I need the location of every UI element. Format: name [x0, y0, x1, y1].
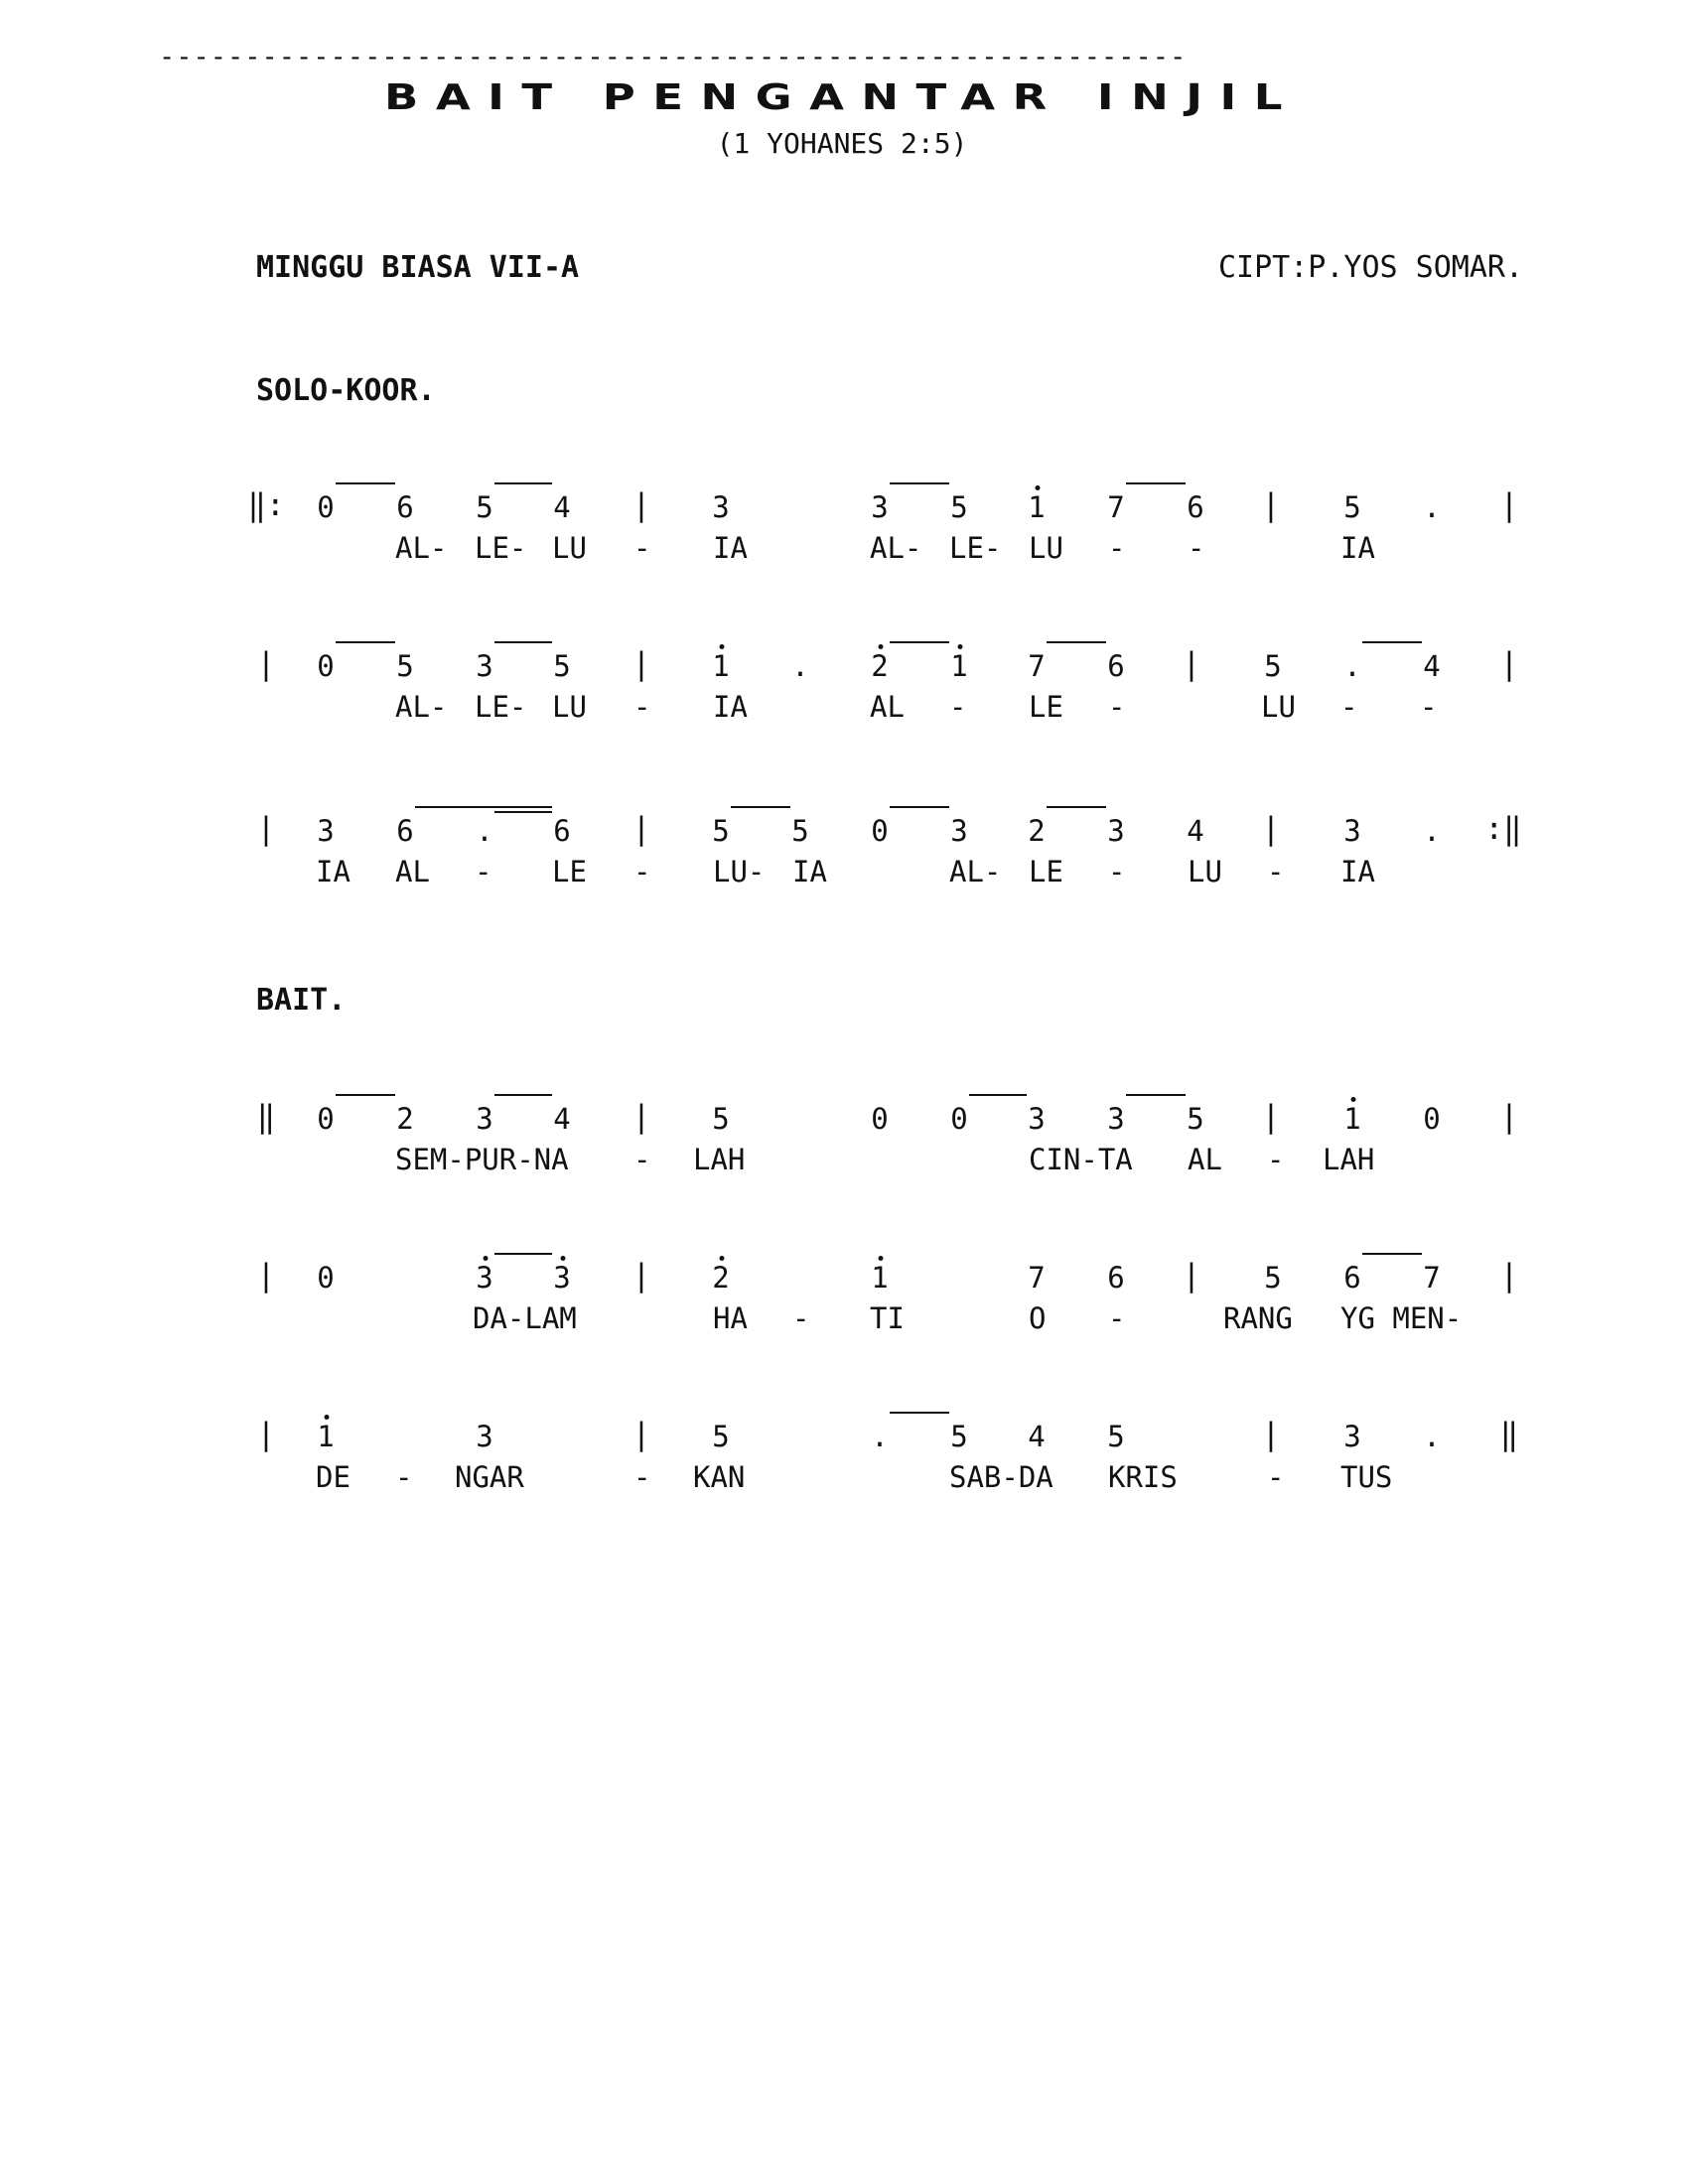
note: 4 [1423, 649, 1441, 683]
barline: | [1261, 811, 1281, 847]
lyric-syllable: - [1108, 690, 1126, 724]
note: 0 [1423, 1102, 1441, 1136]
octave-dot [484, 1256, 489, 1261]
lyric-syllable: IA [713, 690, 748, 724]
occasion-label: MINGGU BIASA VII-A [256, 250, 580, 285]
lyric-syllable: KRIS [1108, 1460, 1178, 1494]
note: 4 [1028, 1420, 1046, 1453]
lyric-syllable: AL [395, 855, 430, 888]
beam-line [415, 806, 552, 808]
barline: | [632, 646, 651, 682]
note: 5 [1264, 649, 1282, 683]
lyric-syllable: KAN [693, 1460, 746, 1494]
beam-line [890, 806, 949, 808]
barline: | [256, 646, 276, 682]
lyric-syllable: LU [552, 690, 587, 724]
beam-line [890, 1412, 949, 1414]
barline: | [1499, 1258, 1519, 1294]
lyric-syllable: - [633, 690, 651, 724]
note: 2 [712, 1261, 730, 1295]
note: 4 [553, 490, 571, 524]
header-rule: ------------------------------------------------------------ [159, 42, 1188, 72]
note: 5 [1264, 1261, 1282, 1295]
lyric-syllable: LE [1029, 690, 1063, 724]
lyric-syllable: YG MEN- [1340, 1301, 1463, 1335]
note: 1 [871, 1261, 889, 1295]
lyric-syllable: LU [552, 531, 587, 565]
octave-dot [879, 1256, 884, 1261]
note: 3 [950, 814, 968, 848]
lyric-syllable: LE [1029, 855, 1063, 888]
scripture-reference: (1 YOHANES 2:5) [716, 127, 968, 160]
lyric-syllable: LU [1029, 531, 1063, 565]
barline: ‖ [1499, 1417, 1519, 1452]
lyric-syllable: - [633, 1143, 651, 1176]
lyric-syllable: DA-LAM [473, 1301, 577, 1335]
beam-line [1126, 482, 1186, 484]
note: 3 [476, 1261, 493, 1295]
barline: :‖ [1484, 811, 1522, 847]
beam-line [494, 641, 552, 643]
page-title: BAIT PENGANTAR INJIL [384, 77, 1300, 118]
note: . [1423, 1420, 1441, 1453]
note: . [1423, 814, 1441, 848]
barline: | [1182, 646, 1201, 682]
lyric-syllable: - [633, 855, 651, 888]
lyric-syllable: - [475, 855, 492, 888]
barline: | [632, 1417, 651, 1452]
beam-line [1047, 806, 1106, 808]
octave-dot [720, 644, 725, 649]
lyric-syllable: - [1267, 1460, 1285, 1494]
barline: | [1499, 646, 1519, 682]
note: 6 [396, 814, 414, 848]
octave-dot [958, 644, 963, 649]
note: 5 [1343, 490, 1361, 524]
lyric-syllable: - [633, 1460, 651, 1494]
octave-dot [561, 1256, 566, 1261]
note: 7 [1028, 1261, 1046, 1295]
section-label-bait: BAIT. [256, 983, 347, 1018]
octave-dot [1351, 1097, 1356, 1102]
note: 7 [1028, 649, 1046, 683]
note: 0 [317, 1102, 335, 1136]
lyric-syllable: LU [1188, 855, 1222, 888]
lyric-syllable: SAB-DA [949, 1460, 1053, 1494]
note: 3 [317, 814, 335, 848]
note: . [791, 649, 809, 683]
note: 2 [396, 1102, 414, 1136]
barline: | [256, 1417, 276, 1452]
beam-line [969, 1094, 1027, 1096]
beam-line [336, 1094, 395, 1096]
lyric-syllable: LE [552, 855, 587, 888]
beam-line [336, 641, 395, 643]
note: 1 [712, 649, 730, 683]
note: 0 [317, 1261, 335, 1295]
lyric-syllable: SEM-PUR-NA [395, 1143, 569, 1176]
lyric-syllable: - [633, 531, 651, 565]
barline: | [1261, 1099, 1281, 1135]
lyric-syllable: NGAR [455, 1460, 524, 1494]
lyric-syllable: LAH [1323, 1143, 1375, 1176]
section-label-solo-koor: SOLO-KOOR. [256, 373, 436, 408]
beam-line [494, 482, 552, 484]
beam-line [336, 482, 395, 484]
note: . [476, 814, 493, 848]
lyric-syllable: - [949, 690, 967, 724]
note: 1 [1343, 1102, 1361, 1136]
lyric-syllable: IA [713, 531, 748, 565]
octave-dot [720, 1256, 725, 1261]
note: 4 [1187, 814, 1204, 848]
lyric-syllable: - [1420, 690, 1438, 724]
note: 6 [1107, 649, 1125, 683]
note: 5 [712, 1102, 730, 1136]
note: 3 [871, 490, 889, 524]
lyric-syllable: TI [870, 1301, 905, 1335]
note: 1 [950, 649, 968, 683]
barline: | [1261, 487, 1281, 523]
lyric-syllable: LE- [949, 531, 1002, 565]
lyric-syllable: IA [1340, 855, 1375, 888]
lyric-syllable: AL- [870, 531, 922, 565]
barline: | [632, 1099, 651, 1135]
note: 3 [476, 1102, 493, 1136]
note: 5 [791, 814, 809, 848]
beam-line [1362, 1253, 1422, 1255]
barline: ‖ [256, 1099, 276, 1135]
note: 0 [317, 490, 335, 524]
note: 5 [950, 490, 968, 524]
lyric-syllable: AL- [395, 690, 448, 724]
beam-line [731, 806, 790, 808]
note: 7 [1107, 490, 1125, 524]
note: 6 [1343, 1261, 1361, 1295]
note: 5 [712, 814, 730, 848]
beam-line [1047, 641, 1106, 643]
lyric-syllable: - [395, 1460, 413, 1494]
note: 3 [1107, 814, 1125, 848]
note: 4 [553, 1102, 571, 1136]
beam-line [890, 482, 949, 484]
note: 3 [476, 1420, 493, 1453]
note: 3 [1343, 1420, 1361, 1453]
note: 3 [1028, 1102, 1046, 1136]
beam-line [1362, 641, 1422, 643]
lyric-syllable: LU [1261, 690, 1296, 724]
note: 3 [1107, 1102, 1125, 1136]
beam-line [1126, 1094, 1186, 1096]
note: 6 [396, 490, 414, 524]
lyric-syllable: - [1340, 690, 1358, 724]
note: 5 [553, 649, 571, 683]
note: 5 [950, 1420, 968, 1453]
note: 2 [871, 649, 889, 683]
lyric-syllable: - [1108, 531, 1126, 565]
lyric-syllable: IA [792, 855, 827, 888]
lyric-syllable: IA [1340, 531, 1375, 565]
lyric-syllable: TUS [1340, 1460, 1393, 1494]
lyric-syllable: - [792, 1301, 810, 1335]
lyric-syllable: - [1267, 1143, 1285, 1176]
octave-dot [1036, 485, 1041, 490]
note: 5 [396, 649, 414, 683]
lyric-syllable: - [1188, 531, 1205, 565]
barline: | [632, 811, 651, 847]
beam-line [890, 641, 949, 643]
note: 3 [1343, 814, 1361, 848]
note: . [1343, 649, 1361, 683]
lyric-syllable: HA [713, 1301, 748, 1335]
note: 2 [1028, 814, 1046, 848]
note: . [871, 1420, 889, 1453]
barline: | [1499, 1099, 1519, 1135]
note: 3 [712, 490, 730, 524]
barline: | [1182, 1258, 1201, 1294]
lyric-syllable: LE- [475, 690, 527, 724]
lyric-syllable: DE [316, 1460, 351, 1494]
barline: | [1261, 1417, 1281, 1452]
beam-line [494, 1094, 552, 1096]
note: . [1423, 490, 1441, 524]
lyric-syllable: - [1267, 855, 1285, 888]
octave-dot [325, 1415, 330, 1420]
note: 5 [1187, 1102, 1204, 1136]
lyric-syllable: - [1108, 855, 1126, 888]
barline: | [256, 1258, 276, 1294]
beam-line [494, 1253, 552, 1255]
lyric-syllable: AL- [395, 531, 448, 565]
note: 7 [1423, 1261, 1441, 1295]
note: 6 [553, 814, 571, 848]
composer-credit: CIPT:P.YOS SOMAR. [1217, 250, 1523, 285]
note: 5 [1107, 1420, 1125, 1453]
note: 0 [871, 1102, 889, 1136]
octave-dot [879, 644, 884, 649]
lyric-syllable: AL [870, 690, 905, 724]
barline: | [256, 811, 276, 847]
lyric-syllable: - [1108, 1301, 1126, 1335]
note: 3 [553, 1261, 571, 1295]
note: 0 [871, 814, 889, 848]
note: 5 [712, 1420, 730, 1453]
barline: | [632, 1258, 651, 1294]
barline: ‖: [247, 487, 285, 523]
lyric-syllable: AL [1188, 1143, 1222, 1176]
barline: | [632, 487, 651, 523]
note: 1 [317, 1420, 335, 1453]
lyric-syllable: LAH [693, 1143, 746, 1176]
lyric-syllable: RANG [1223, 1301, 1293, 1335]
note: 0 [317, 649, 335, 683]
lyric-syllable: CIN-TA [1029, 1143, 1133, 1176]
note: 3 [476, 649, 493, 683]
lyric-syllable: LE- [475, 531, 527, 565]
lyric-syllable: LU- [713, 855, 766, 888]
note: 6 [1107, 1261, 1125, 1295]
lyric-syllable: IA [316, 855, 351, 888]
barline: | [1499, 487, 1519, 523]
note: 1 [1028, 490, 1046, 524]
lyric-syllable: AL- [949, 855, 1002, 888]
double-beam-line [494, 811, 552, 813]
note: 6 [1187, 490, 1204, 524]
lyric-syllable: O [1029, 1301, 1047, 1335]
note: 5 [476, 490, 493, 524]
note: 0 [950, 1102, 968, 1136]
